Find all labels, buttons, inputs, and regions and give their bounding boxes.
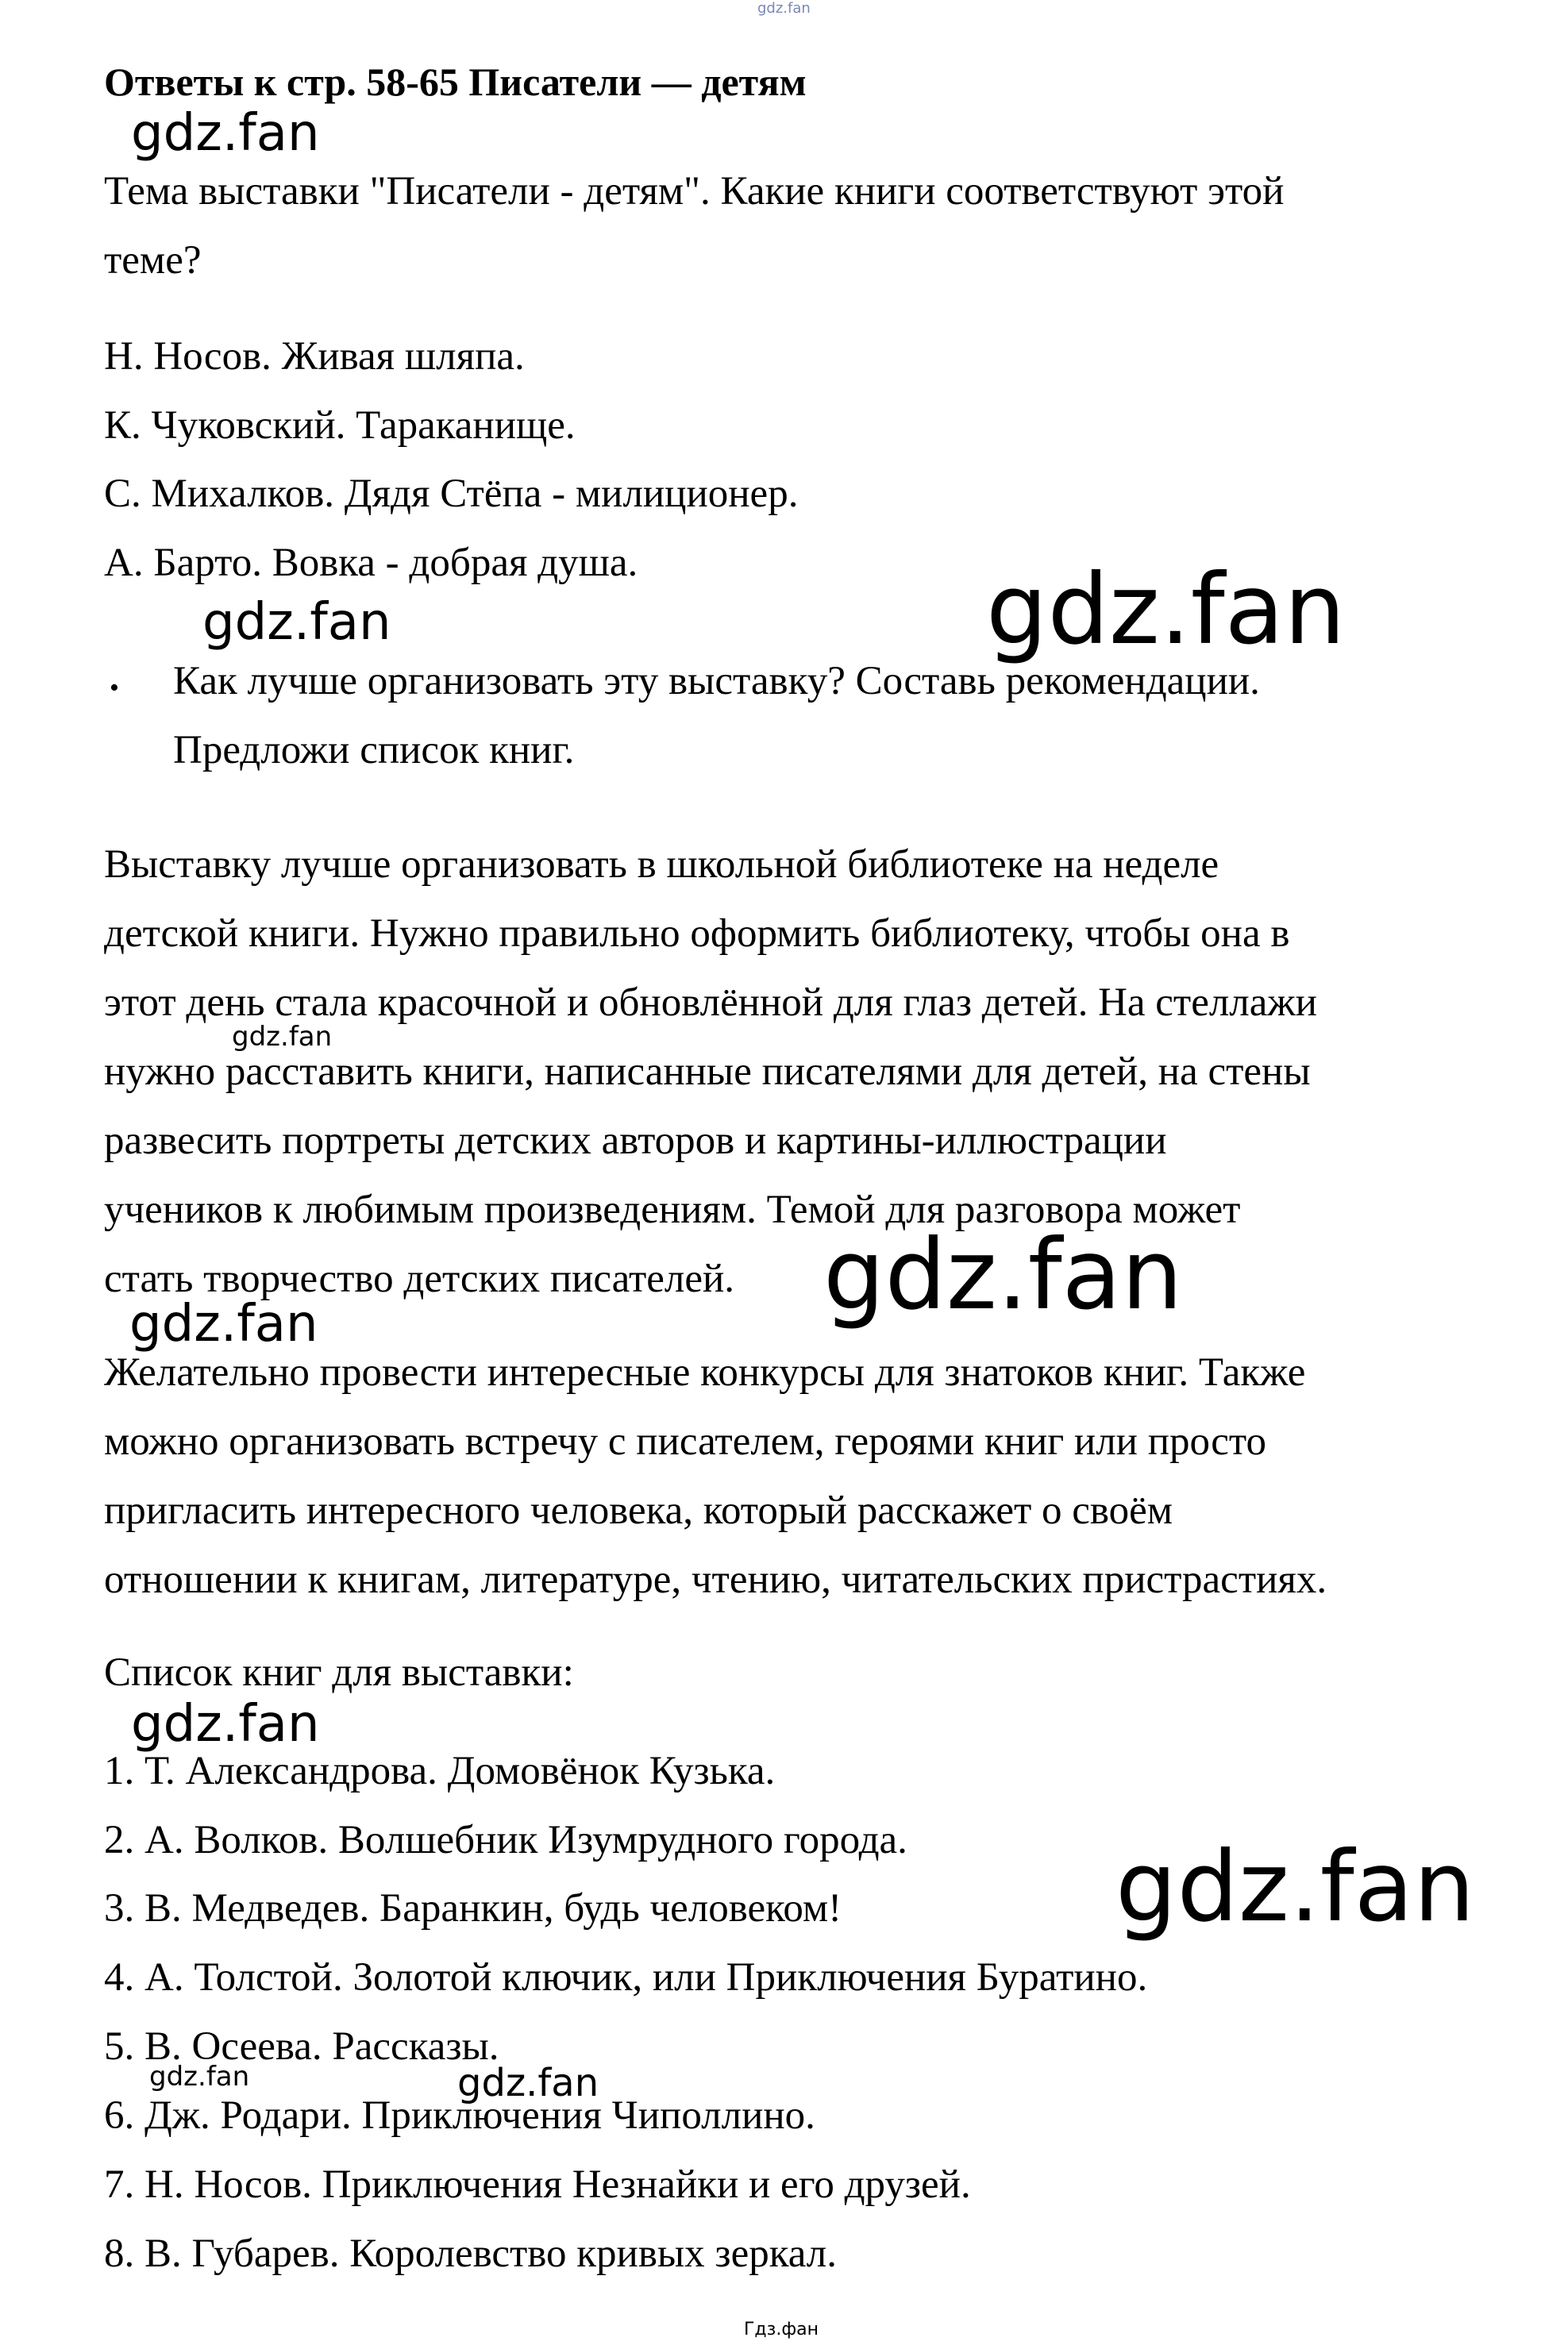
answer-p2-line-3: пригласить интересного человека, который расскажет о своём xyxy=(104,1488,1173,1533)
answer-p1-line-5: развесить портреты детских авторов и картины-иллюстрации xyxy=(104,1119,1167,1163)
answer-p1-line-3: этот день стала красочной и обновлённой для глаз детей. На стеллажи xyxy=(104,980,1317,1025)
book-list-item: 3. В. Медведев. Баранкин, будь человеком! xyxy=(104,1886,842,1931)
answer-p2-line-2: можно организовать встречу с писателем, героями книг или просто xyxy=(104,1419,1267,1464)
question-line-1: Тема выставки "Писатели - детям". Какие книги соответствуют этой xyxy=(104,169,1285,214)
footer-watermark: Гдз.фан xyxy=(744,2320,819,2339)
book-list-item: 4. А. Толстой. Золотой ключик, или Приключения Буратино. xyxy=(104,1955,1148,2000)
theme-book-3: С. Михалков. Дядя Стёпа - милиционер. xyxy=(104,472,799,516)
answer-p1-line-6: учеников к любимым произведениям. Темой для разговора может xyxy=(104,1188,1241,1232)
answer-p2-line-4: отношении к книгам, литературе, чтению, читательских пристрастиях. xyxy=(104,1558,1327,1602)
book-list-item: 6. Дж. Родари. Приключения Чиполлино. xyxy=(104,2093,815,2138)
answer-p1-line-7: стать творчество детских писателей. xyxy=(104,1257,735,1301)
theme-book-4: А. Барто. Вовка - добрая душа. xyxy=(104,541,638,585)
answer-p1-line-1: Выставку лучше организовать в школьной библиотеке на неделе xyxy=(104,842,1219,887)
watermark: gdz.fan xyxy=(823,1219,1183,1331)
answer-p1-line-2: детской книги. Нужно правильно оформить библиотеку, чтобы она в xyxy=(104,911,1290,956)
theme-book-1: Н. Носов. Живая шляпа. xyxy=(104,334,525,379)
watermark: gdz.fan xyxy=(232,1021,333,1053)
book-list-item: 7. Н. Носов. Приключения Незнайки и его друзей. xyxy=(104,2162,971,2207)
watermark: gdz.fan xyxy=(1115,1831,1475,1943)
bullet-question-line-2: Предложи список книг. xyxy=(173,728,575,772)
book-list-item: 5. В. Осеева. Рассказы. xyxy=(104,2024,499,2069)
header-watermark: gdz.fan xyxy=(757,0,811,17)
bullet-question-line-1: Как лучше организовать эту выставку? Составь рекомендации. xyxy=(173,659,1260,703)
watermark: gdz.fan xyxy=(457,2061,599,2105)
question-line-2: теме? xyxy=(104,238,202,283)
bullet-icon: • xyxy=(110,673,119,703)
book-list-heading: Список книг для выставки: xyxy=(104,1650,574,1695)
watermark: gdz.fan xyxy=(986,553,1346,666)
watermark: gdz.fan xyxy=(131,104,320,163)
watermark: gdz.fan xyxy=(131,1695,320,1754)
theme-book-2: К. Чуковский. Тараканище. xyxy=(104,403,576,448)
answer-p2-line-1: Желательно провести интересные конкурсы для знатоков книг. Также xyxy=(104,1350,1306,1395)
book-list-item: 1. Т. Александрова. Домовёнок Кузька. xyxy=(104,1749,776,1793)
watermark: gdz.fan xyxy=(202,593,391,652)
page-title: Ответы к стр. 58-65 Писатели — детям xyxy=(104,60,807,104)
watermark: gdz.fan xyxy=(129,1295,318,1354)
book-list-item: 8. В. Губарев. Королевство кривых зеркал. xyxy=(104,2232,838,2276)
book-list-item: 2. А. Волков. Волшебник Изумрудного города. xyxy=(104,1818,907,1862)
watermark: gdz.fan xyxy=(149,2061,250,2093)
answer-p1-line-4: нужно расставить книги, написанные писателями для детей, на стены xyxy=(104,1049,1311,1094)
